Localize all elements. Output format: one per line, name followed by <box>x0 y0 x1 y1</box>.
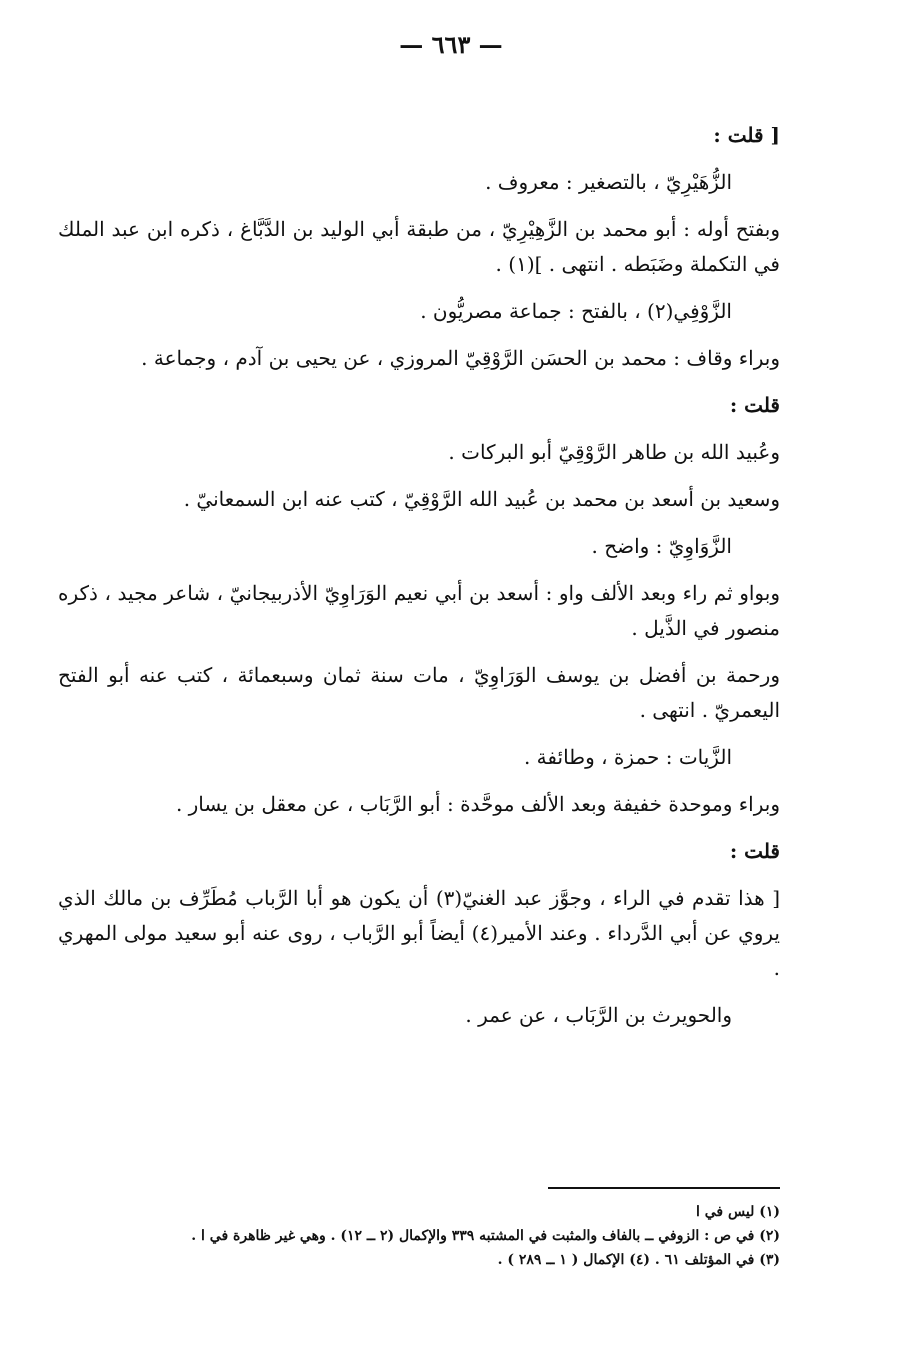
paragraph: الزُّهَيْرِيّ ، بالتصغير : معروف . <box>485 170 732 194</box>
footnotes <box>40 1200 780 1272</box>
paragraph: ورحمة بن أفضل بن يوسف الوَرَاوِيّ ، مات سنة ثمان وسبعمائة ، كتب عنه أبو الفتح اليعمريّ . انتهى . <box>58 663 780 722</box>
paragraph: قلت : <box>729 839 780 863</box>
paragraph: وبراء وقاف : محمد بن الحسَن الرَّوْقِيّ المروزي ، عن يحيى بن آدم ، وجماعة . <box>141 346 780 370</box>
paragraph: والحويرث بن الرَّبَاب ، عن عمر . <box>465 1003 732 1027</box>
paragraph: وبواو ثم راء وبعد الألف واو : أسعد بن أبي نعيم الوَرَاوِيّ الأذربيجانيّ ، شاعر مجيد ، ذكره منصور في الذَّيل . <box>58 581 780 640</box>
paragraph: الزَّوَاوِيّ : واضح . <box>591 534 732 558</box>
paragraph: وسعيد بن أسعد بن محمد بن عُبيد الله الرَّوْقِيّ ، كتب عنه ابن السمعانيّ . <box>183 487 780 511</box>
footnote-divider <box>548 1187 780 1189</box>
paragraph: الزَّوْفِي(٢) ، بالفتح : جماعة مصريُّون . <box>420 299 732 323</box>
page-number: — ٦٦٣ — <box>399 30 503 59</box>
paragraph: [ هذا تقدم في الراء ، وجوَّز عبد الغنيّ(٣) أن يكون هو أبا الرَّباب مُطَرِّف بن مالك الذي يروي عن أبي الدَّرداء . وعند الأمير(٤) أيضاً أبو الرَّباب ، روى عنه أبو سعيد مولى المهري . <box>58 886 781 980</box>
paragraph: وبراء وموحدة خفيفة وبعد الألف موحَّدة : أبو الرَّبَاب ، عن معقل بن يسار . <box>175 792 780 816</box>
body-text <box>58 118 780 1045</box>
paragraph: وعُبيد الله بن طاهر الرَّوْقِيّ أبو البركات . <box>448 440 780 464</box>
footnote: (٢) في ص : الزوفي ــ بالفاف والمثبت في المشتبه ٣٣٩ والإكمال (٢ ــ ١٢) . وهي غير ظاهرة في ا . <box>191 1228 780 1244</box>
paragraph: قلت : <box>729 393 780 417</box>
footnote: (١) ليس في ا <box>696 1204 780 1220</box>
paragraph: الزَّيات : حمزة ، وطائفة . <box>523 745 732 769</box>
footnote: (٣) في المؤتلف ٦١ . (٤) الإكمال ( ١ ــ ٢٨٩ ) . <box>497 1252 780 1268</box>
paragraph: وبفتح أوله : أبو محمد بن الزَّهِيْرِيّ ، من طبقة أبي الوليد بن الدَّبَّاغ ، ذكره ابن عبد الملك في التكملة وضَبَطه . انتهى . ](١) . <box>58 217 780 276</box>
paragraph: [ قلت : <box>713 123 780 147</box>
